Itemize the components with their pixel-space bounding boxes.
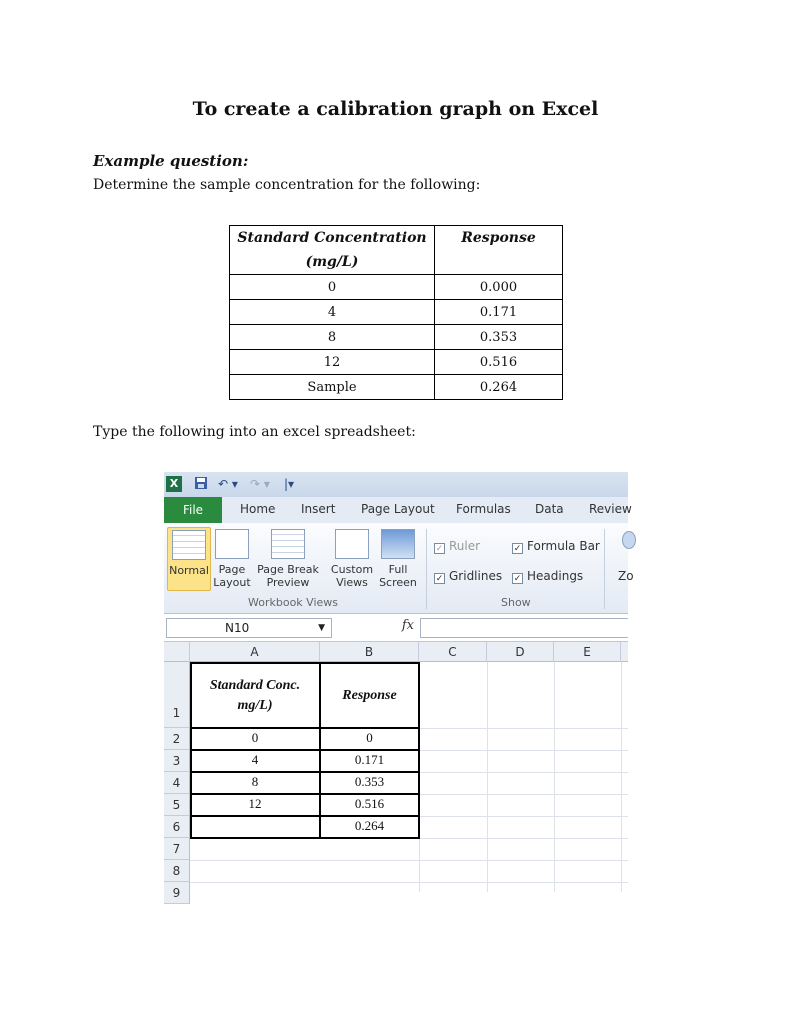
ribbon-tabs [164, 497, 632, 523]
formula-bar-label: Formula Bar [527, 539, 600, 553]
example-label: Example question: [93, 152, 249, 170]
column-headers [164, 642, 628, 662]
excel-icon[interactable]: X [166, 476, 182, 492]
ruler-label: Ruler [449, 539, 481, 553]
cell-b2[interactable]: 0 [366, 730, 373, 745]
row-header-1[interactable]: 1 [164, 662, 190, 728]
row-header-2[interactable]: 2 [164, 728, 190, 750]
normal-view-button[interactable] [167, 527, 211, 591]
group-divider [426, 529, 427, 609]
page-layout-label-2: Layout [213, 576, 251, 589]
table-border [190, 749, 420, 751]
name-box[interactable] [166, 618, 332, 638]
full-screen-button[interactable] [376, 527, 420, 589]
headings-label: Headings [527, 569, 584, 583]
gridlines-checkbox[interactable] [434, 569, 502, 584]
gridlines-label: Gridlines [449, 569, 503, 583]
tab-data[interactable]: Data [535, 502, 564, 516]
formula-input[interactable] [420, 618, 628, 638]
save-icon[interactable] [194, 476, 208, 492]
chevron-down-icon[interactable]: ▼ [318, 623, 325, 633]
insert-function-icon[interactable]: fx [401, 618, 414, 633]
cell-b3[interactable]: 0.171 [354, 752, 385, 767]
row-header-5[interactable]: 5 [164, 794, 190, 816]
tab-formulas[interactable]: Formulas [456, 502, 511, 516]
name-box-value: N10 [225, 621, 250, 635]
checkmark-icon: ✓ [513, 574, 522, 584]
row-header-8[interactable]: 8 [164, 860, 190, 882]
gridline [487, 662, 488, 892]
tab-review[interactable]: Review [589, 502, 632, 516]
table-cell: 0.516 [435, 350, 563, 375]
cell-a3[interactable]: 4 [251, 752, 259, 767]
gridline [190, 838, 628, 839]
full-screen-icon [381, 529, 415, 559]
redo-icon[interactable]: ↷ ▾ [250, 477, 270, 491]
undo-icon[interactable]: ↶ ▾ [218, 477, 238, 491]
custom-views-label-2: Views [336, 576, 368, 589]
table-border [190, 793, 420, 795]
table-cell: 12 [230, 350, 435, 375]
cell-b4[interactable]: 0.353 [354, 774, 385, 789]
row-header-4[interactable]: 4 [164, 772, 190, 794]
gridline [621, 662, 622, 892]
calibration-table [229, 225, 563, 400]
row-header-9[interactable]: 9 [164, 882, 190, 904]
excel-screenshot [164, 472, 634, 900]
custom-views-button[interactable] [330, 527, 374, 589]
row-header-7[interactable]: 7 [164, 838, 190, 860]
customize-icon[interactable]: |▾ [284, 477, 295, 491]
group-show-label: Show [501, 596, 531, 609]
header-response: Response [435, 226, 563, 275]
tab-home[interactable]: Home [240, 502, 276, 516]
table-row [230, 325, 563, 350]
formula-bar-checkbox[interactable] [512, 539, 600, 554]
table-cell: 0 [230, 275, 435, 300]
cell-a1[interactable] [190, 676, 320, 716]
zoom-icon [622, 531, 636, 549]
column-header-b[interactable]: B [320, 642, 419, 662]
header-line-1: Standard Concentration [237, 230, 427, 246]
normal-view-icon [172, 530, 206, 560]
column-header-a[interactable]: A [190, 642, 320, 662]
header-line-2: (mg/L) [305, 254, 359, 270]
checkmark-icon: ✓ [435, 544, 444, 554]
page-layout-icon [215, 529, 249, 559]
table-cell: 0.353 [435, 325, 563, 350]
table-cell: 0.000 [435, 275, 563, 300]
group-divider [604, 529, 605, 609]
cell-b1[interactable]: Response [342, 688, 397, 703]
cell-b6[interactable]: 0.264 [354, 818, 385, 833]
group-workbook-views-label: Workbook Views [248, 596, 338, 609]
full-screen-label-2: Screen [379, 576, 417, 589]
document-title: To create a calibration graph on Excel [192, 98, 599, 120]
question-text: Determine the sample concentration for the following: [93, 177, 481, 193]
normal-label: Normal [169, 564, 209, 577]
table-row [230, 350, 563, 375]
cell-a5[interactable]: 12 [248, 796, 262, 811]
checkmark-icon: ✓ [435, 574, 444, 584]
gridline [190, 882, 628, 883]
table-border [190, 815, 420, 817]
ribbon-view [164, 523, 634, 614]
formula-bar [164, 614, 628, 642]
custom-views-label-1: Custom [330, 563, 374, 576]
gridline [554, 662, 555, 892]
table-cell: 0.171 [435, 300, 563, 325]
row-header-6[interactable]: 6 [164, 816, 190, 838]
table-header-row [230, 226, 563, 275]
cell-a2[interactable]: 0 [251, 730, 259, 745]
cell-a1-line-2: mg/L) [237, 698, 273, 713]
row-header-3[interactable]: 3 [164, 750, 190, 772]
headings-checkbox[interactable] [512, 569, 583, 584]
page-break-label-1: Page Break [257, 563, 319, 576]
table-border [190, 771, 420, 773]
quick-access-toolbar [164, 472, 628, 497]
header-standard-concentration [230, 226, 435, 275]
zoom-button[interactable]: Zo [618, 569, 634, 583]
page-break-label-2: Preview [266, 576, 310, 589]
tab-page-layout[interactable]: Page Layout [361, 502, 435, 516]
page-layout-view-button[interactable] [212, 527, 252, 589]
table-row [230, 375, 563, 400]
table-cell: 0.264 [435, 375, 563, 400]
cell-a4[interactable]: 8 [251, 774, 259, 789]
checkmark-icon: ✓ [513, 544, 522, 554]
page-layout-label-1: Page [218, 563, 246, 576]
table-row [230, 275, 563, 300]
cell-b5[interactable]: 0.516 [354, 796, 385, 811]
table-row [230, 300, 563, 325]
gridline [419, 662, 420, 892]
full-screen-label-1: Full [388, 563, 408, 576]
table-cell: 8 [230, 325, 435, 350]
custom-views-icon [335, 529, 369, 559]
cell-a1-line-1: Standard Conc. [209, 678, 301, 693]
page-break-icon [271, 529, 305, 559]
table-cell: Sample [230, 375, 435, 400]
table-cell: 4 [230, 300, 435, 325]
tab-insert[interactable]: Insert [301, 502, 336, 516]
table-border [190, 727, 420, 729]
instruction-text: Type the following into an excel spreadsheet: [93, 424, 416, 440]
column-header-d[interactable]: D [487, 642, 554, 662]
ruler-checkbox[interactable] [434, 539, 480, 554]
page-break-preview-button[interactable] [256, 527, 320, 589]
column-header-c[interactable]: C [419, 642, 487, 662]
tab-file[interactable]: File [164, 497, 222, 523]
column-header-e[interactable]: E [554, 642, 621, 662]
gridline [190, 860, 628, 861]
select-all-corner[interactable] [164, 642, 190, 662]
